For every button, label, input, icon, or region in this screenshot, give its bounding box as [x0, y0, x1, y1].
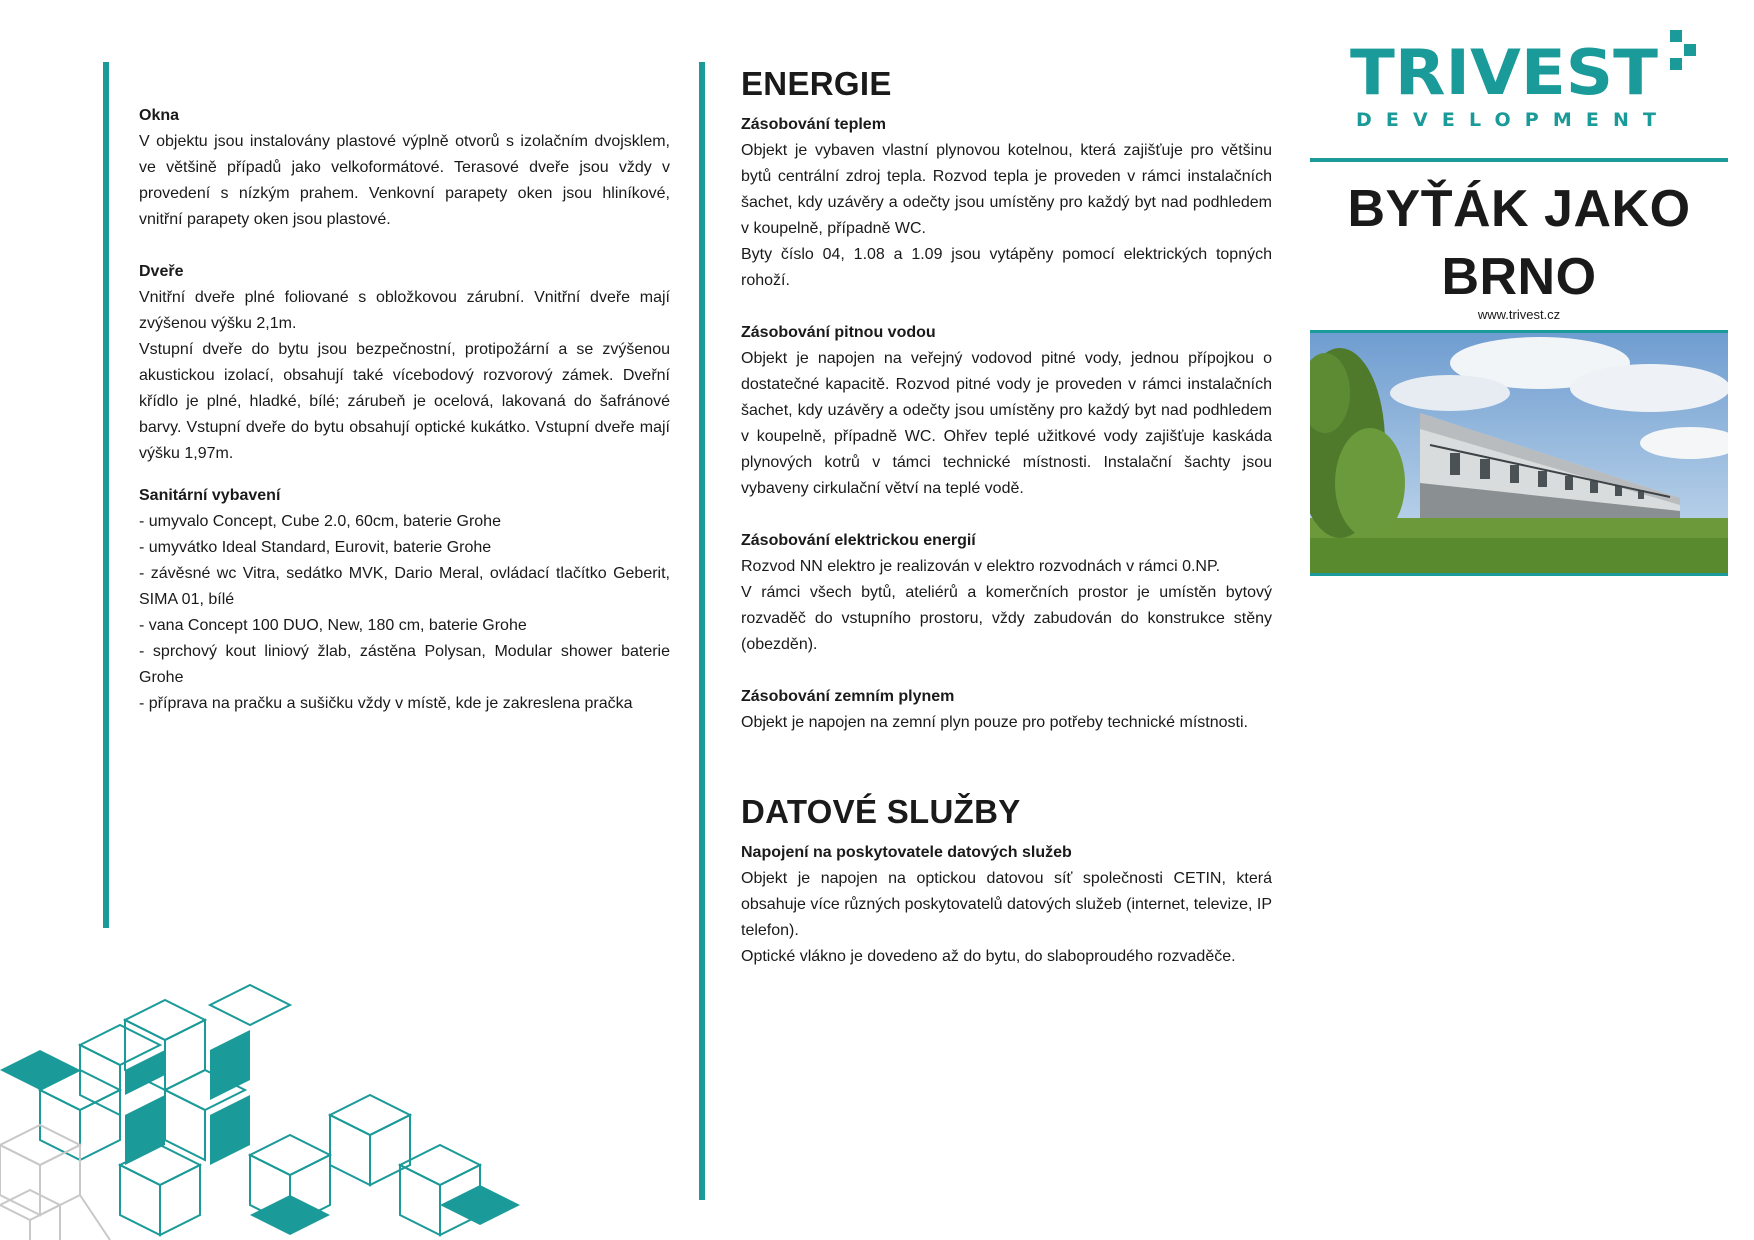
water-text: Objekt je napojen na veřejný vodovod pitné vody, jednou přípojkou o dostatečné kapacitě. Rozvod pitné vody je proveden v rámci instalačních šachet, kdy uzávěry a odečty jsou umístěny pro každý byt nad podhledem v koupelně, případně WC. Ohřev teplé užitkové vody zajišťuje kaskáda plynových kotrů v támci technické místnosti. Instalační šachty jsou vybaveny cirkulační větví na teplé vodě. — [741, 350, 1272, 497]
trivest-logo — [1350, 28, 1700, 133]
title-line: BYŤÁK JAKO — [1347, 180, 1691, 238]
logo-square-mark — [1684, 44, 1696, 56]
doors-title: Dveře — [139, 263, 184, 280]
logo-wordmark: TRIVEST — [1350, 36, 1658, 109]
sanitary-item: - umyvalo Concept, Cube 2.0, 60cm, baterie Grohe — [139, 513, 501, 530]
title-divider — [1310, 158, 1728, 162]
water-title: Zásobování pitnou vodou — [741, 324, 936, 341]
data-connection-title: Napojení na poskytovatele datových služeb — [741, 844, 1072, 861]
electricity-text-2: V rámci všech bytů, ateliérů a komerčních prostor je umístěn bytový rozvaděč do vstupního prostoru, vždy zabudován do konstrukce stěny (obezděn). — [741, 584, 1272, 653]
website-url[interactable]: www.trivest.cz — [1477, 307, 1561, 322]
doors-text-2: Vstupní dveře do bytu jsou bezpečnostní, protipožární a se zvýšenou akustickou izolací, obsahují také vícebodový rozvorový zámek. Dveřní křídlo je plné, hladké, bílé; zárubeň je ocelová, lakovaná do šafránové barvy. Vstupní dveře do bytu obsahují optické kukátko. Vstupní dveře mají výšku 1,97m. — [139, 341, 670, 462]
data-services-heading: DATOVÉ SLUŽBY — [741, 793, 1021, 830]
electricity-text-1: Rozvod NN elektro je realizován v elektro rozvodnách v rámci 0.NP. — [741, 558, 1221, 575]
left-accent-bar — [103, 62, 109, 928]
left-column — [139, 103, 670, 717]
doors-text-1: Vnitřní dveře plné foliované s obložkovou zárubní. Vnitřní dveře mají zvýšenou výšku 2,1m. — [139, 289, 670, 332]
logo-square-mark — [1670, 30, 1682, 42]
middle-accent-bar — [699, 62, 705, 1200]
gas-title: Zásobování zemním plynem — [741, 688, 955, 705]
logo-subtitle: DEVELOPMENT — [1356, 109, 1656, 131]
heating-text-1: Objekt je vybaven vlastní plynovou kotelnou, která zajišťuje pro většinu bytů centrální zdroj tepla. Rozvod tepla je proveden v rámci instalačních šachet, kdy uzávěry a odečty jsou umístěny pro každý byt nad podhledem v koupelně, případně WC. — [741, 142, 1272, 237]
cube-pattern-decoration — [0, 975, 540, 1240]
gas-text: Objekt je napojen na zemní plyn pouze pro potřeby technické místnosti. — [741, 714, 1248, 731]
energy-heading: ENERGIE — [741, 65, 892, 102]
data-connection-text-1: Objekt je napojen na optickou datovou síť společnosti CETIN, která obsahuje více různých poskytovatelů datových služeb (internet, televize, IP telefon). — [741, 870, 1272, 939]
sanitary-title: Sanitární vybavení — [139, 487, 281, 504]
sanitary-item: - sprchový kout liniový žlab, zástěna Polysan, Modular shower baterie Grohe — [139, 643, 670, 686]
windows-text: V objektu jsou instalovány plastové výplně otvorů s izolačním dvojsklem, ve většině případů jako velkoformátové. Terasové dveře jsou vždy v provedení s nízkým prahem. Venkovní parapety oken jsou hliníkové, vnitřní parapety oken jsou plastové. — [139, 133, 670, 228]
heating-text-2: Byty číslo 04, 1.08 a 1.09 jsou vytápěny pomocí elektrických topných rohoží. — [741, 246, 1272, 289]
electricity-title: Zásobování elektrickou energií — [741, 532, 976, 549]
sanitary-item: - vana Concept 100 DUO, New, 180 cm, baterie Grohe — [139, 617, 527, 634]
logo-square-mark — [1670, 58, 1682, 70]
sanitary-item: - příprava na pračku a sušičku vždy v místě, kde je zakreslena pračka — [139, 695, 633, 712]
middle-column — [741, 64, 1272, 970]
windows-title: Okna — [139, 107, 180, 124]
title-line: BRNO — [1441, 248, 1597, 306]
sanitary-item: - závěsné wc Vitra, sedátko MVK, Dario Meral, ovládací tlačítko Geberit, SIMA 01, bílé — [139, 565, 670, 608]
building-photo — [1310, 330, 1728, 576]
data-connection-text-2: Optické vlákno je dovedeno až do bytu, do slaboproudého rozvaděče. — [741, 948, 1236, 965]
sanitary-item: - umyvátko Ideal Standard, Eurovit, baterie Grohe — [139, 539, 492, 556]
page-title — [1310, 175, 1728, 311]
heating-title: Zásobování teplem — [741, 116, 886, 133]
